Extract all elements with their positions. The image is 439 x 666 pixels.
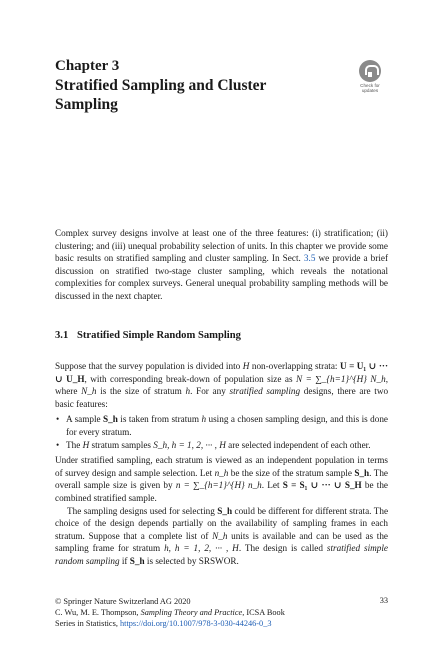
list-item: • The H stratum samples S_h, h = 1, 2, ··· , H are selected independent of each other. [55, 439, 388, 452]
doi-link[interactable]: https://doi.org/10.1007/978-3-030-44246-0_3 [120, 619, 272, 628]
chapter-number: Chapter 3 [55, 58, 120, 74]
bookmark-icon [359, 60, 381, 82]
copyright-footer: © Springer Nature Switzerland AG 2020 C. Wu, M. E. Thompson, Sampling Theory and Practice, ICSA Book Series in Statistics, https://doi.org/10.1007/978-3-030-44246-0_3 [55, 597, 285, 628]
badge-label: Check for updates [360, 83, 380, 93]
chapter-title: Stratified Sampling and Cluster Sampling [55, 77, 267, 113]
abstract-paragraph: Complex survey designs involve at least one of the three features: (i) stratification; (ii) clustering; and (iii) unequal probability selection of units. In this chapter we provide some basic results on stratified sampling and cluster sampling. In Sect. 3.5 we provide a brief discussion on stratified two-stage cluster sampling, which reveals the notational complexities for complex surveys. General unequal probability sampling methods will be discussed in the next chapter. [55, 228, 389, 301]
paragraph-designs: The sampling designs used for selecting S_h could be different for different strata. The choice of the design depends partially on the availability of sampling frames in each stratum. Suppose that a complete list of N_h units is available and can be used as the sampling frame for stratum h, h = 1, 2, ··· , H. The design is called stratified simple random sampling if S_h is selected by SRSWOR. [55, 505, 389, 566]
body-text [55, 360, 388, 568]
section-title: Stratified Simple Random Sampling [77, 330, 241, 341]
section-link[interactable]: 3.5 [303, 253, 316, 264]
section-number: 3.1 [55, 330, 69, 341]
section-heading [55, 330, 241, 341]
paragraph-strata: Suppose that the survey population is divided into H non-overlapping strata: U = U₁ ∪ ··· ∪ U_H, with corresponding break-down of population size as N = ∑_{h=1}^{H} N_h, where N_h is the size of stratum h. For any stratified sampling designs, there are two basic features: [55, 361, 389, 409]
feature-list [55, 413, 388, 451]
paragraph-sample-size: Under stratified sampling, each stratum is viewed as an independent population in terms of survey design and sample selection. Let n_h be the size of the stratum sample S_h. The overall sample size is given by n = ∑_{h=1}^{H} n_h. Let S = S₁ ∪ ··· ∪ S_H be the combined stratified sample. [55, 455, 389, 503]
check-for-updates-badge[interactable] [356, 60, 384, 93]
page-number: 33 [379, 596, 388, 605]
list-item: • A sample S_h is taken from stratum h using a chosen sampling design, and this is done for every stratum. [55, 413, 388, 438]
